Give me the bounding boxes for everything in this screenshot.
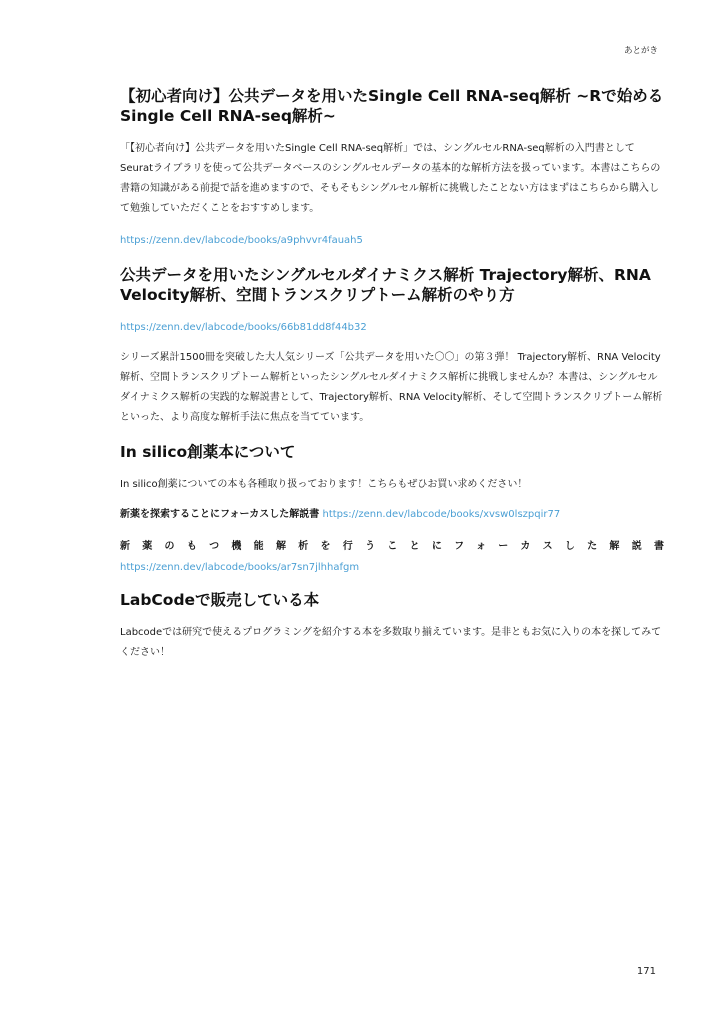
section-body: 「【初心者向け】公共データを用いたSingle Cell RNA-seq解析」では、シングルセルRNA-seq解析の入門書としてSeuratライブラリを使って公共データベースのシングルセルデータの基本的な解析方法を扱っています。本書はこちらの書籍の知識がある前提で話を進めますので、そもそもシングルセル解析に挑戦したことない方はまずはこちらから購入して勉強していただくことをおすすめします。 bbox=[120, 143, 661, 214]
section-body: シリーズ累計1500冊を突破した大人気シリーズ「公共データを用いた〇〇」の第３弾！ Trajectory解析、RNA Velocity解析、空間トランスクリプトーム解析といったシングルセルダイナミクス解析に挑戦しませんか？本書は、シングルセルダイナミクス解析の実践的な解説書として、Trajectory解析、RNA Velocity解析、そして空間トランスクリプトーム解析といった、より高度な解析手法に焦点を当てています。 bbox=[120, 352, 663, 423]
section-title: LabCodeで販売している本 bbox=[120, 591, 320, 609]
section-in-silico bbox=[120, 442, 664, 576]
section-intro-book bbox=[120, 86, 664, 251]
book-title: 新薬のもつ機能解析を行うことにフォーカスした解説書 bbox=[120, 541, 664, 552]
book-title: 新薬を探索することにフォーカスした解説書 bbox=[120, 509, 320, 520]
book-link[interactable]: https://zenn.dev/labcode/books/a9phvvr4fauah5 bbox=[120, 235, 363, 246]
section-body: Labcodeでは研究で使えるプログラミングを紹介する本を多数取り揃えています。是非ともお気に入りの本を探してみてください！ bbox=[120, 627, 662, 658]
section-body: In silico創薬についての本も各種取り扱っております！こちらもぜひお買い求めください！ bbox=[120, 479, 528, 490]
section-labcode-books bbox=[120, 590, 664, 663]
book-link[interactable]: https://zenn.dev/labcode/books/ar7sn7jlhhafgm bbox=[120, 562, 360, 573]
book-link[interactable]: https://zenn.dev/labcode/books/66b81dd8f44b32 bbox=[120, 322, 367, 333]
page-number: 171 bbox=[636, 966, 656, 977]
running-header: あとがき bbox=[623, 46, 658, 56]
section-title: 【初心者向け】公共データを用いたSingle Cell RNA-seq解析 ~Rで始めるSingle Cell RNA-seq解析~ bbox=[120, 87, 664, 125]
section-title: 公共データを用いたシングルセルダイナミクス解析 Trajectory解析、RNA Velocity解析、空間トランスクリプトーム解析のやり方 bbox=[120, 266, 651, 304]
section-title: In silico創薬本について bbox=[120, 443, 296, 461]
book-link[interactable]: https://zenn.dev/labcode/books/xvsw0lszpqir77 bbox=[322, 509, 561, 520]
page-content bbox=[120, 86, 664, 677]
section-dynamics-book bbox=[120, 265, 664, 428]
